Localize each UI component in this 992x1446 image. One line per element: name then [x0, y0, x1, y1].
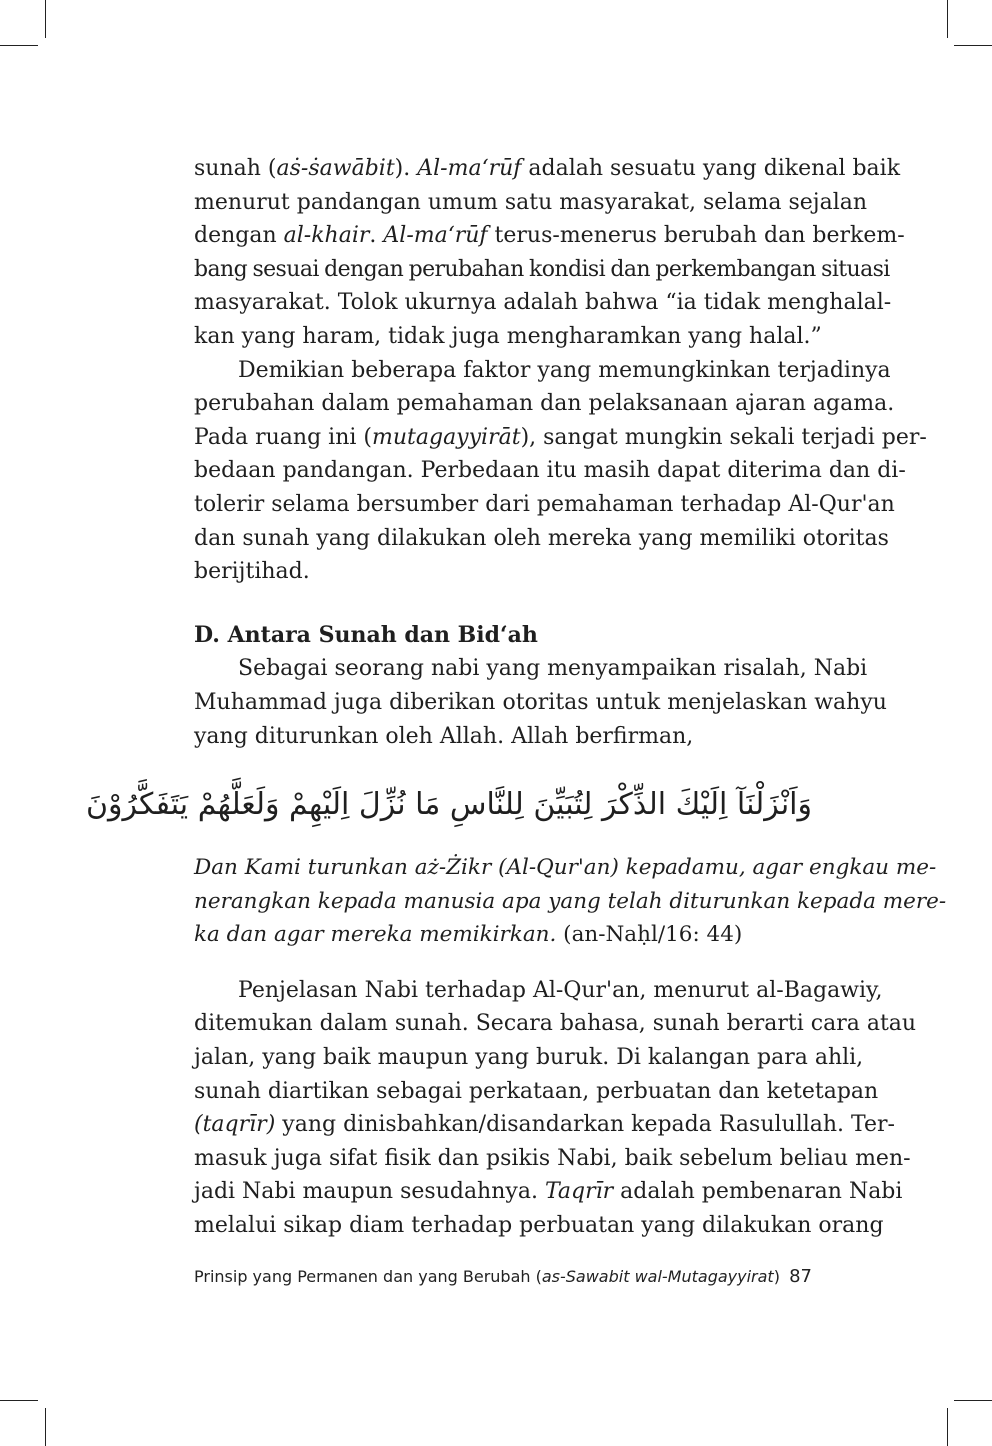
crop-mark-bottom-right-h — [954, 1400, 992, 1401]
text-line: bang sesuai dengan perubahan kondisi dan perkembangan situasi — [194, 256, 890, 282]
crop-mark-top-right-h — [954, 45, 992, 46]
crop-mark-top-left-v — [45, 0, 46, 38]
crop-mark-bottom-left-h — [0, 1400, 38, 1401]
text-line: Sebagai seorang nabi yang menyampaikan risalah, Nabi — [238, 656, 868, 682]
text-line: jalan, yang baik maupun yang buruk. Di kalangan para ahli, — [194, 1045, 864, 1071]
text-line: dengan al-khair. Al-ma‘rūf terus-menerus berubah dan berkem- — [194, 223, 905, 249]
text-line: kan yang haram, tidak juga mengharamkan yang halal.” — [194, 323, 822, 349]
text-line: dan sunah yang dilakukan oleh mereka yang memiliki otoritas — [194, 525, 889, 551]
paragraph-1 — [194, 152, 905, 354]
text-line: sunah diartikan sebagai perkataan, perbuatan dan ketetapan — [194, 1078, 879, 1104]
text-line: Pada ruang ini (mutagayyirāt), sangat mungkin sekali terjadi per- — [194, 424, 927, 450]
verse-reference: (an-Naḥl/16: 44) — [556, 922, 743, 948]
text-line: masuk juga sifat fisik dan psikis Nabi, baik sebelum beliau men- — [194, 1145, 911, 1171]
crop-mark-bottom-left-v — [45, 1408, 46, 1446]
verse-translation — [194, 851, 947, 952]
text-line: (taqrīr) yang dinisbahkan/disandarkan kepada Rasulullah. Ter- — [194, 1112, 895, 1138]
crop-mark-top-right-v — [947, 0, 948, 38]
text-line: Dan Kami turunkan aż-Żikr (Al-Qur'an) kepadamu, agar engkau me- — [194, 855, 937, 881]
text-line: Demikian beberapa faktor yang memungkinkan terjadinya — [238, 357, 891, 383]
section-heading: D. Antara Sunah dan Bid‘ah — [194, 621, 538, 648]
text-line: masyarakat. Tolok ukurnya adalah bahwa “ia tidak menghalal- — [194, 290, 892, 316]
text-line: berijtihad. — [194, 559, 310, 585]
text-line: yang diturunkan oleh Allah. Allah berfirman, — [194, 723, 694, 749]
text-line: Penjelasan Nabi terhadap Al-Qur'an, menurut al-Bagawiy, — [238, 977, 883, 1003]
text-line: menurut pandangan umum satu masyarakat, selama sejalan — [194, 189, 868, 215]
text-line: nerangkan kepada manusia apa yang telah diturunkan kepada mere- — [194, 888, 947, 914]
footer-title: Prinsip yang Permanen dan yang Berubah (as-Sawabit wal-Mutagayyirat) — [194, 1267, 780, 1286]
text-line: Muhammad juga diberikan otoritas untuk menjelaskan wahyu — [194, 689, 887, 715]
paragraph-4 — [194, 974, 917, 1243]
text-line: ditemukan dalam sunah. Secara bahasa, sunah berarti cara atau — [194, 1011, 917, 1037]
running-footer — [194, 1266, 812, 1287]
crop-mark-top-left-h — [0, 45, 38, 46]
text-line: jadi Nabi maupun sesudahnya. Taqrīr adalah pembenaran Nabi — [194, 1179, 903, 1205]
paragraph-2 — [194, 354, 927, 589]
text-line: sunah (aṡ-ṡawābit). Al-ma‘rūf adalah sesuatu yang dikenal baik — [194, 156, 901, 181]
arabic-verse: وَاَنْزَلْنَآ اِلَيْكَ الذِّكْرَ لِتُبَيِّنَ لِلنَّاسِ مَا نُزِّلَ اِلَيْهِمْ وَلَعَلَّهُمْ يَتَفَكَّرُوْنَ — [85, 787, 812, 823]
text-line: bedaan pandangan. Perbedaan itu masih dapat diterima dan di- — [194, 458, 906, 484]
crop-mark-bottom-right-v — [947, 1408, 948, 1446]
text-line: perubahan dalam pemahaman dan pelaksanaan ajaran agama. — [194, 391, 895, 417]
text-line: ka dan agar mereka memikirkan. (an-Naḥl/16: 44) — [194, 922, 743, 948]
page-body — [85, 152, 947, 1243]
text-line: tolerir selama bersumber dari pemahaman terhadap Al-Qur'an — [194, 491, 895, 517]
paragraph-3 — [194, 652, 887, 753]
text-line: melalui sikap diam terhadap perbuatan yang dilakukan orang — [194, 1213, 884, 1239]
page-number: 87 — [789, 1266, 812, 1287]
